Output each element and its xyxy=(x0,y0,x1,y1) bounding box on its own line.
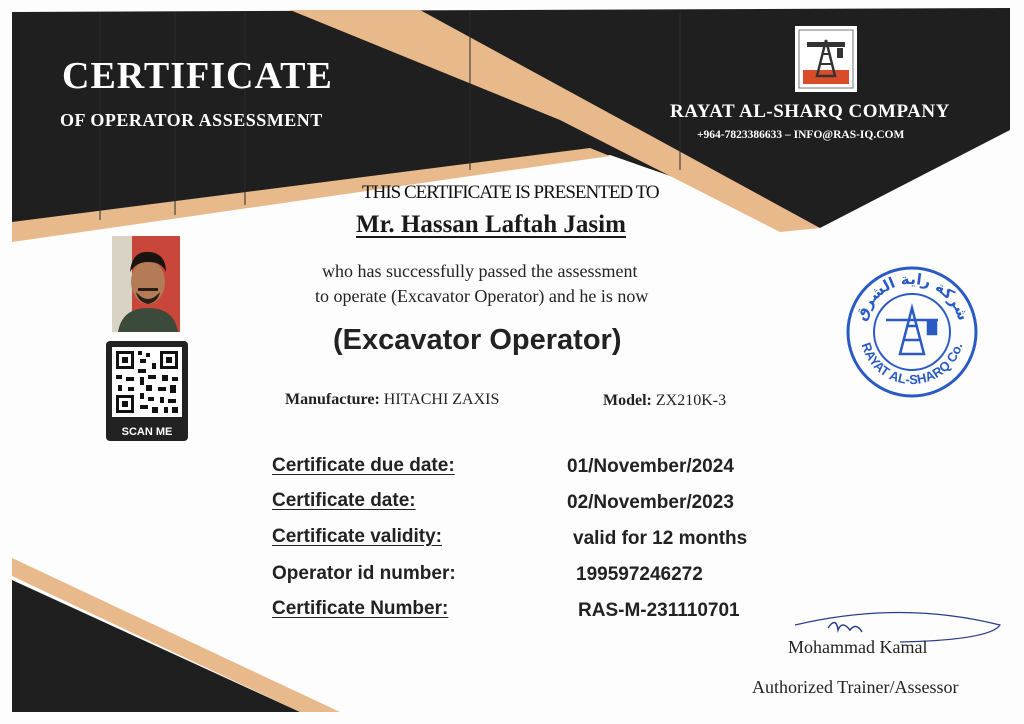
company-stamp xyxy=(842,262,982,402)
operator-id-label: Operator id number: xyxy=(272,563,456,584)
certificate-subtitle: OF OPERATOR ASSESSMENT xyxy=(60,110,323,130)
signature-scribble xyxy=(828,622,862,632)
certificate-number-value: RAS-M-231110701 xyxy=(578,600,740,621)
company-logo xyxy=(795,26,857,92)
presented-to-label: THIS CERTIFICATE IS PRESENTED TO xyxy=(362,182,659,203)
stamp-arabic-text: شركة راية الشرق xyxy=(851,269,973,323)
manufacture-info xyxy=(285,391,499,409)
description-line-2: to operate (Excavator Operator) and he is now xyxy=(315,286,649,306)
stamp-english-text: RAYAT AL-SHARQ Co. xyxy=(858,340,966,388)
qr-scan-label: SCAN ME xyxy=(121,426,173,438)
certificate-date-value: 02/November/2023 xyxy=(567,492,734,513)
manufacture-label: Manufacture: xyxy=(285,391,380,408)
qr-code[interactable] xyxy=(106,341,188,441)
company-contact: +964-7823386633 – INFO@RAS-IQ.COM xyxy=(697,129,905,141)
footer-dark-triangle xyxy=(12,580,300,712)
company-name: RAYAT AL-SHARQ COMPANY xyxy=(670,101,950,122)
validity-label: Certificate validity: xyxy=(272,526,442,547)
manufacture-value: HITACHI ZAXIS xyxy=(383,391,500,408)
signatory-name: Mohammad Kamal xyxy=(788,637,928,657)
description-line-1: who has successfully passed the assessment xyxy=(322,261,638,281)
recipient-name: Mr. Hassan Laftah Jasim xyxy=(356,211,626,238)
due-date-label: Certificate due date: xyxy=(272,455,455,476)
certificate-number-label: Certificate Number: xyxy=(272,598,449,619)
certificate-date-label: Certificate date: xyxy=(272,490,416,511)
certificate-title: CERTIFICATE xyxy=(62,55,333,97)
oil-derrick-icon xyxy=(795,26,857,92)
due-date-value: 01/November/2024 xyxy=(567,456,734,477)
operator-photo xyxy=(112,236,180,332)
operator-id-value: 199597246272 xyxy=(576,564,703,585)
operator-role: (Excavator Operator) xyxy=(333,324,622,356)
model-label: Model: xyxy=(603,392,652,409)
stamp-derrick-icon xyxy=(886,308,938,354)
model-value: ZX210K-3 xyxy=(655,392,727,409)
validity-value: valid for 12 months xyxy=(573,528,748,549)
signatory-title: Authorized Trainer/Assessor xyxy=(752,677,959,697)
model-info xyxy=(603,392,726,410)
